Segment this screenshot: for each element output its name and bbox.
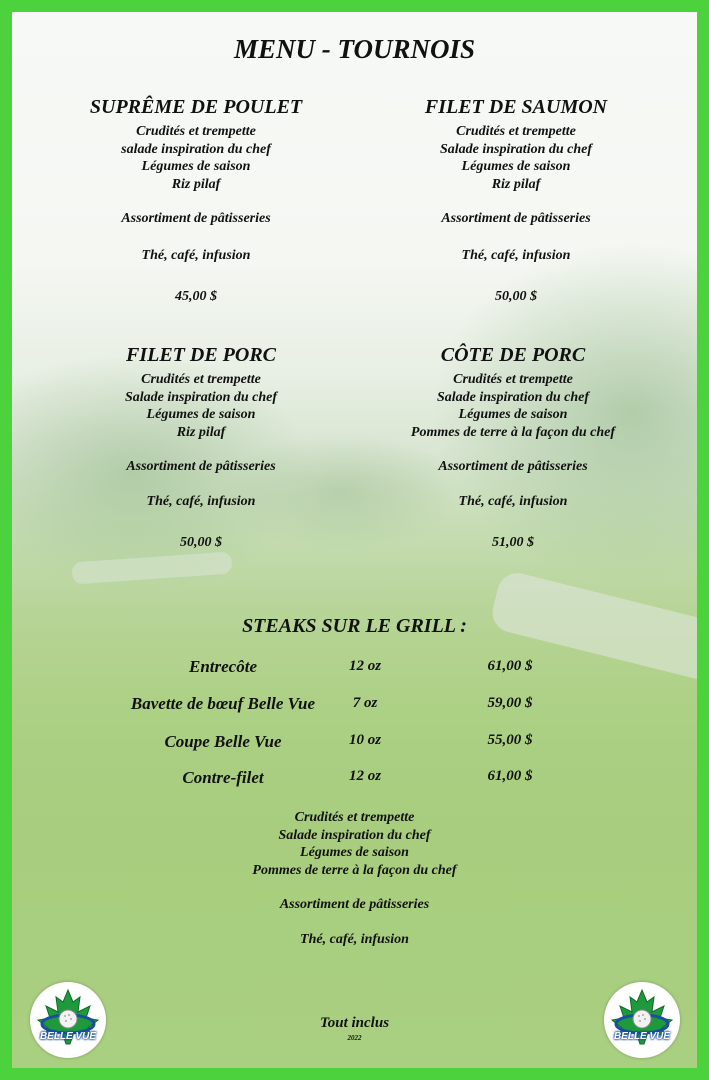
logo-text: BELLE VUE — [39, 1031, 97, 1042]
dish-side: salade inspiration du chef — [121, 141, 271, 157]
dish-side: Riz pilaf — [171, 176, 221, 192]
dish-side: Salade inspiration du chef — [124, 389, 278, 405]
steak-side: Crudités et trempette — [294, 810, 415, 825]
dish-name: FILET DE PORC — [125, 344, 277, 366]
dish-drinks: Thé, café, infusion — [141, 248, 251, 263]
steak-price: 61,00 $ — [487, 768, 533, 784]
dish-side: Légumes de saison — [141, 159, 251, 174]
footer-year: 2022 — [347, 1034, 362, 1042]
steak-side: Légumes de saison — [300, 845, 409, 860]
menu-page — [12, 12, 697, 1068]
dish-drinks: Thé, café, infusion — [461, 248, 571, 263]
steak-price: 61,00 $ — [487, 658, 533, 674]
steak-name: Contre-filet — [182, 768, 264, 787]
dish-side: Pommes de terre à la façon du chef — [410, 424, 616, 440]
background-cart-path — [71, 551, 232, 584]
dish-side: Riz pilaf — [176, 424, 226, 440]
steak-dessert: Assortiment de pâtisseries — [279, 897, 430, 912]
menu-title: MENU - TOURNOIS — [233, 34, 476, 64]
maple-leaf-golf-ball-icon — [30, 982, 106, 1058]
dish-drinks: Thé, café, infusion — [458, 494, 568, 509]
dish-name: CÔTE DE PORC — [440, 344, 586, 366]
steaks-section-title: STEAKS SUR LE GRILL : — [242, 615, 467, 637]
dish-name: FILET DE SAUMON — [424, 96, 608, 118]
steak-size: 10 oz — [348, 732, 382, 748]
dish-drinks: Thé, café, infusion — [146, 494, 256, 509]
steak-price: 59,00 $ — [487, 695, 533, 711]
dish-side: Légumes de saison — [461, 159, 571, 174]
dish-side: Crudités et trempette — [141, 372, 261, 387]
dish-side: Légumes de saison — [458, 407, 568, 422]
steak-size: 12 oz — [348, 658, 382, 674]
maple-leaf-golf-ball-icon — [604, 982, 680, 1058]
dish-dessert: Assortiment de pâtisseries — [441, 211, 591, 226]
dish-side: Salade inspiration du chef — [439, 141, 593, 157]
dish-name: SUPRÊME DE POULET — [89, 96, 303, 118]
dish-side: Légumes de saison — [146, 407, 256, 422]
dish-side: Riz pilaf — [491, 176, 541, 192]
dish-price: 45,00 $ — [175, 289, 217, 304]
steak-size: 7 oz — [352, 695, 378, 711]
dish-dessert: Assortiment de pâtisseries — [438, 459, 588, 474]
dish-price: 50,00 $ — [180, 535, 222, 550]
steak-side: Pommes de terre à la façon du chef — [252, 862, 457, 878]
dish-price: 50,00 $ — [495, 289, 537, 304]
dish-price: 51,00 $ — [492, 535, 534, 550]
dish-side: Crudités et trempette — [136, 124, 256, 139]
belle-vue-logo-right — [604, 982, 680, 1058]
dish-side: Salade inspiration du chef — [436, 389, 590, 405]
steak-name: Entrecôte — [189, 657, 257, 676]
dish-side: Crudités et trempette — [456, 124, 576, 139]
belle-vue-logo-left — [30, 982, 106, 1058]
dish-dessert: Assortiment de pâtisseries — [126, 459, 276, 474]
steak-name: Coupe Belle Vue — [164, 732, 282, 751]
dish-dessert: Assortiment de pâtisseries — [121, 211, 271, 226]
dish-side: Crudités et trempette — [453, 372, 573, 387]
steak-price: 55,00 $ — [487, 732, 533, 748]
steak-name: Bavette de bœuf Belle Vue — [130, 694, 316, 713]
footer-all-included: Tout inclus — [319, 1015, 390, 1031]
steak-drinks: Thé, café, infusion — [300, 932, 409, 947]
logo-text: BELLE VUE — [613, 1031, 671, 1042]
steak-side: Salade inspiration du chef — [278, 827, 431, 843]
steak-size: 12 oz — [348, 768, 382, 784]
